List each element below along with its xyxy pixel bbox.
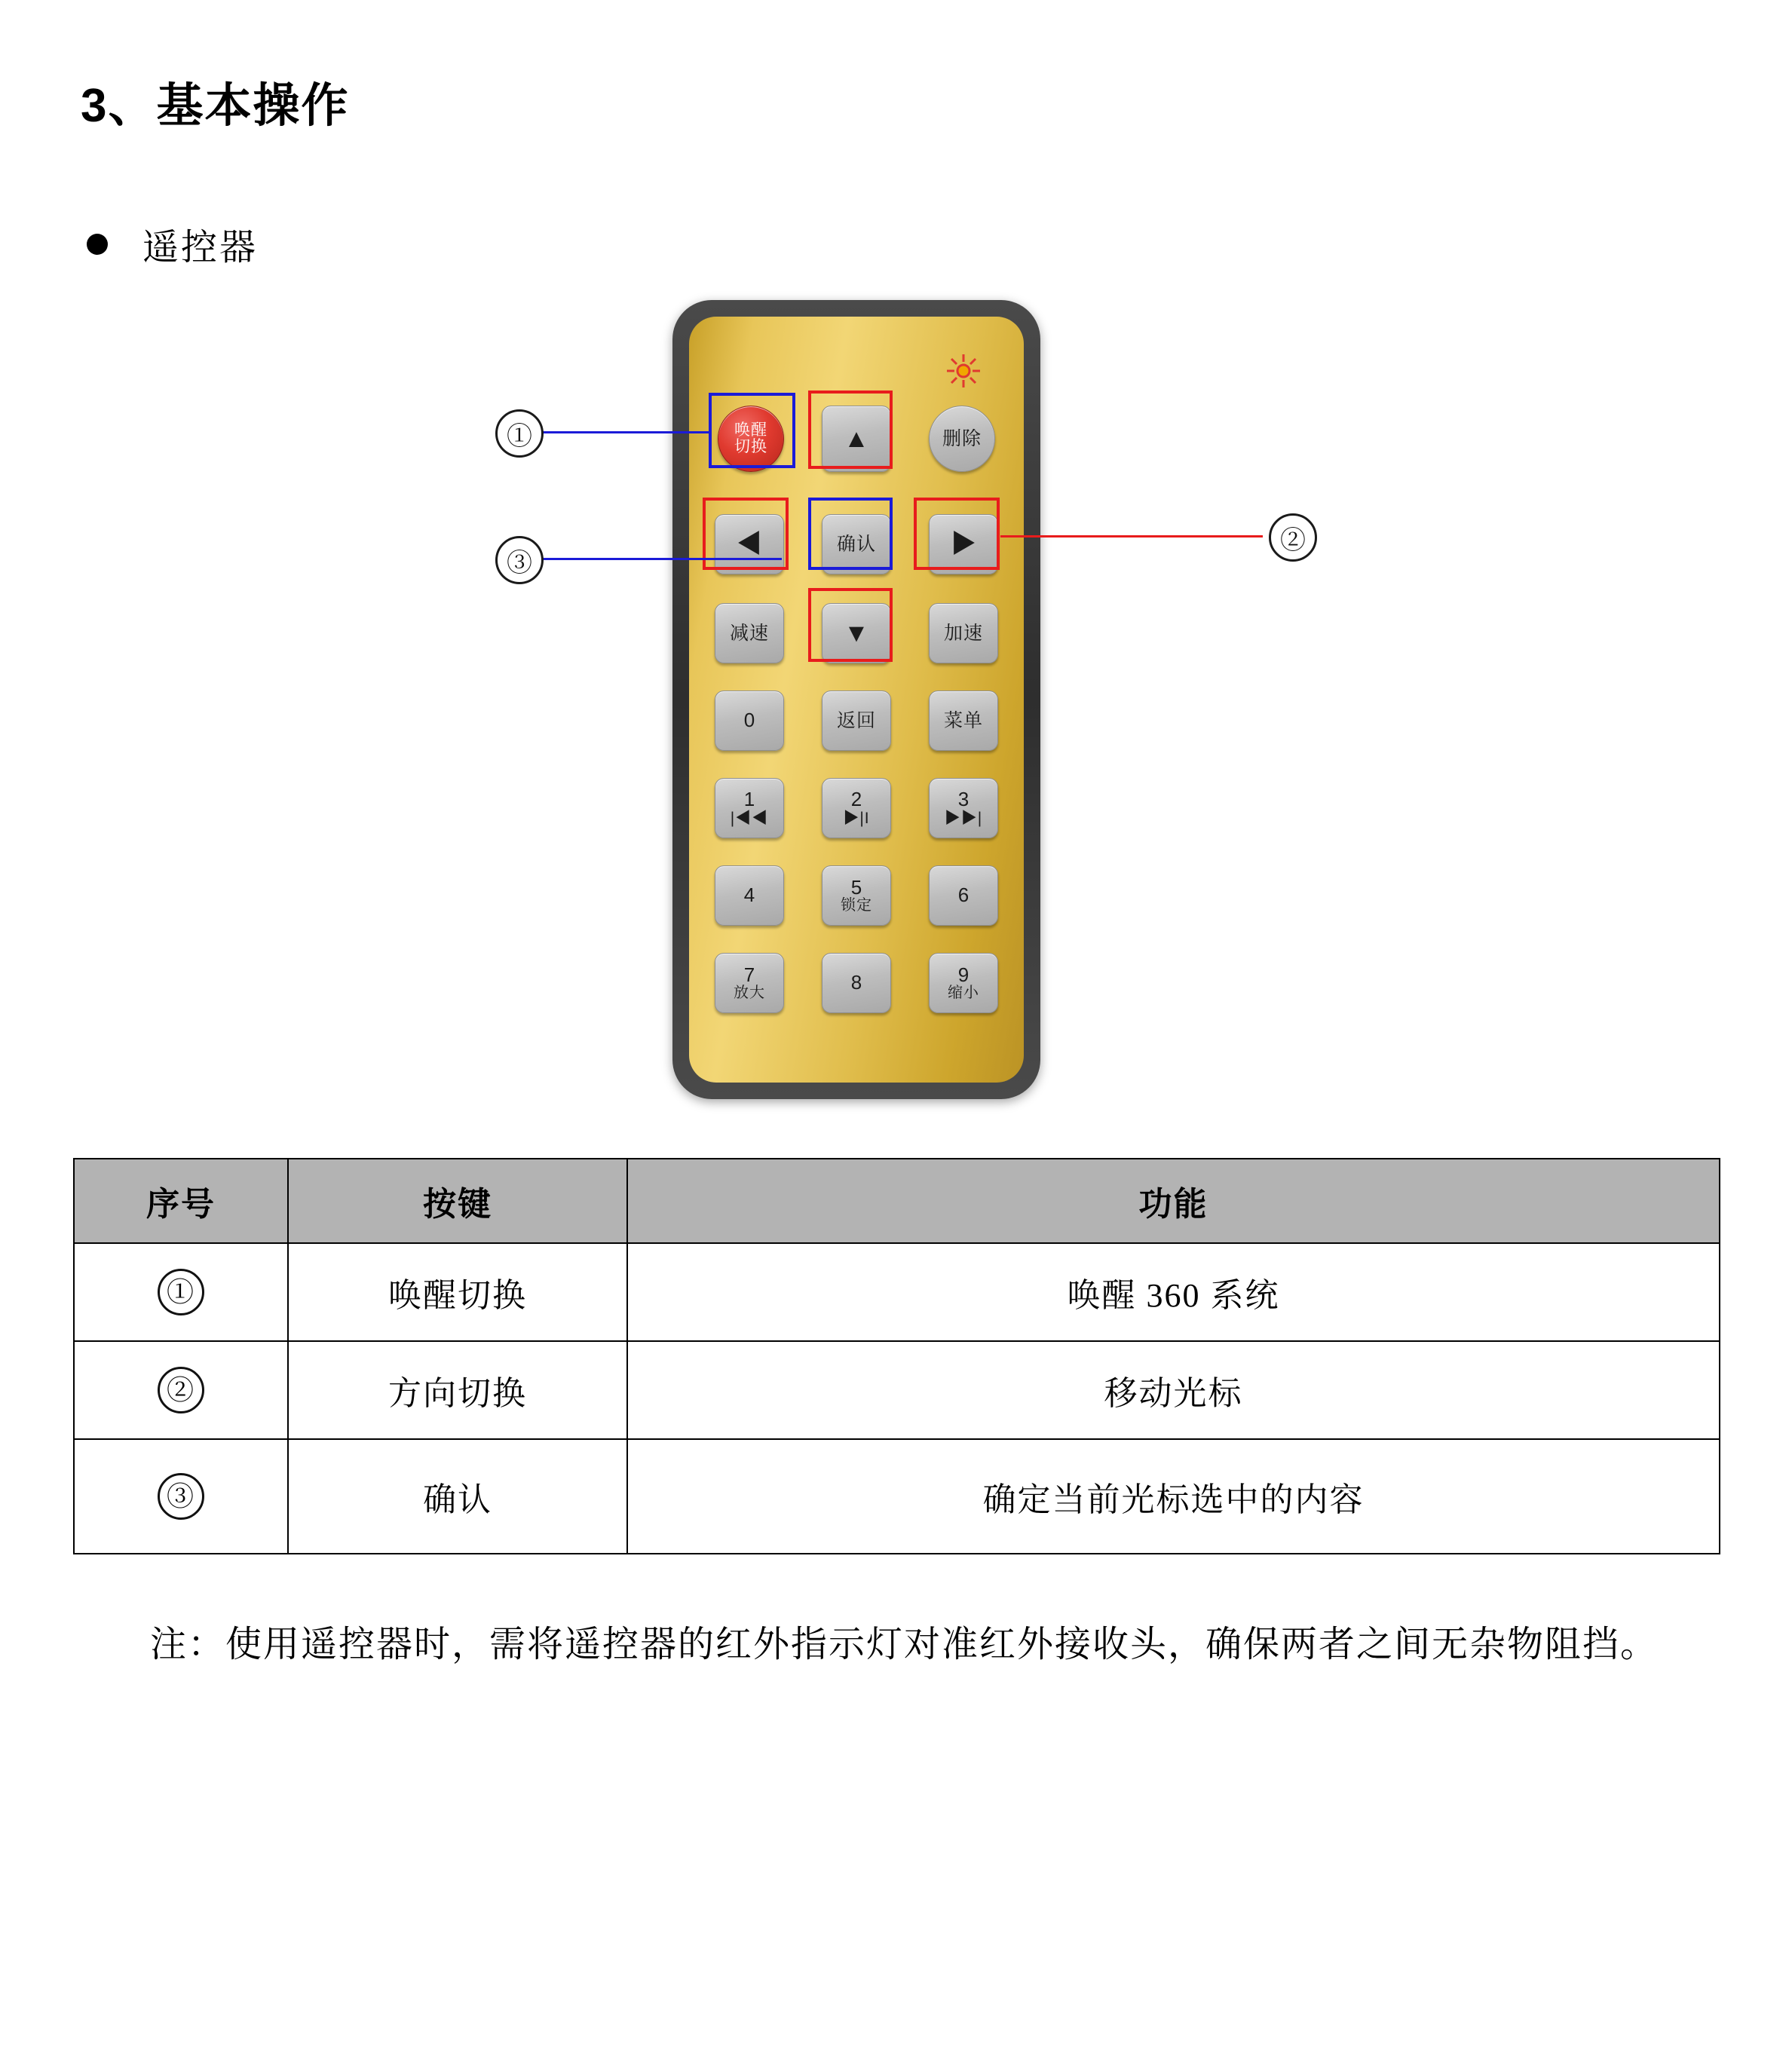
highlight-box-right [914, 498, 1000, 570]
remote-button-back[interactable]: 返回 [822, 691, 891, 751]
highlight-box-wake [709, 393, 795, 468]
table-header-key: 按键 [288, 1159, 627, 1243]
table-cell-func: 唤醒 360 系统 [627, 1243, 1720, 1341]
remote-button-left[interactable]: ◀ [715, 514, 784, 574]
remote-button-7[interactable]: 7 放大 [715, 953, 784, 1013]
leader-line-1 [541, 431, 711, 433]
document-page [0, 68, 1792, 2052]
table-cell-no [74, 1341, 288, 1439]
function-table [73, 1158, 1720, 1554]
remote-button-8[interactable]: 8 [822, 953, 891, 1013]
callout-marker-2: ② [1269, 513, 1317, 562]
remote-control-figure [72, 292, 1720, 1144]
table-row [74, 1243, 1720, 1341]
remote-button-confirm[interactable]: 确认 [822, 514, 891, 574]
remote-button-5[interactable]: 5 锁定 [822, 865, 891, 926]
remote-button-4[interactable]: 4 [715, 865, 784, 926]
table-cell-key: 确认 [288, 1439, 627, 1554]
highlight-box-down [808, 588, 893, 662]
remote-button-6[interactable]: 6 [929, 865, 998, 926]
row-marker-2: ② [158, 1367, 204, 1413]
remote-button-speedup[interactable]: 加速 [929, 603, 998, 663]
table-row [74, 1341, 1720, 1439]
leader-line-2 [1000, 535, 1263, 538]
table-header-func: 功能 [627, 1159, 1720, 1243]
remote-button-up[interactable]: ▲ [822, 406, 891, 472]
remote-button-down[interactable]: ▼ [822, 603, 891, 663]
infrared-indicator-icon [945, 353, 982, 389]
callout-marker-3: ③ [495, 536, 544, 584]
remote-button-9[interactable]: 9 缩小 [929, 953, 998, 1013]
remote-button-3[interactable]: 3 ▶▶| [929, 778, 998, 838]
remote-button-menu[interactable]: 菜单 [929, 691, 998, 751]
bullet-item-label: 遥控器 [142, 228, 259, 268]
callout-marker-1: ① [495, 409, 544, 458]
table-cell-func: 确定当前光标选中的内容 [627, 1439, 1720, 1554]
remote-button-wake[interactable]: 唤醒 切换 [718, 406, 784, 472]
row-marker-1: ① [158, 1269, 204, 1315]
note-paragraph: 注：使用遥控器时，需将遥控器的红外指示灯对准红外接收头，确保两者之间无杂物阻挡。 [150, 1625, 1659, 1665]
leader-line-3 [541, 558, 782, 560]
table-header-row [74, 1159, 1720, 1243]
table-cell-key: 唤醒切换 [288, 1243, 627, 1341]
bullet-dot-icon [87, 234, 108, 255]
highlight-box-confirm [808, 498, 893, 570]
table-cell-no [74, 1439, 288, 1554]
table-cell-no [74, 1243, 288, 1341]
page-title: 3、基本操作 [81, 80, 350, 132]
remote-button-1[interactable]: 1 |◀◀ [715, 778, 784, 838]
table-cell-key: 方向切换 [288, 1341, 627, 1439]
remote-button-delete[interactable]: 删除 [929, 406, 995, 472]
row-marker-3: ③ [158, 1473, 204, 1520]
table-row [74, 1439, 1720, 1554]
table-cell-func: 移动光标 [627, 1341, 1720, 1439]
remote-button-2[interactable]: 2 ▶|I [822, 778, 891, 838]
remote-button-slowdown[interactable]: 减速 [715, 603, 784, 663]
table-header-no: 序号 [74, 1159, 288, 1243]
remote-button-right[interactable]: ▶ [929, 514, 998, 574]
remote-button-zero[interactable]: 0 [715, 691, 784, 751]
highlight-box-up [808, 390, 893, 469]
bullet-item-remote [87, 218, 1720, 270]
